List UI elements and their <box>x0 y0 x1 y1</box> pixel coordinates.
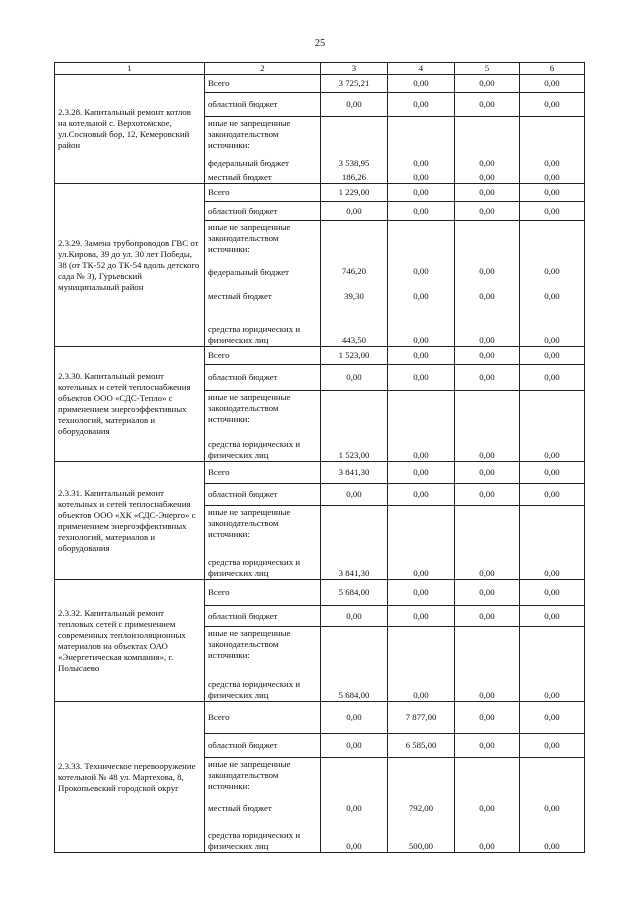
amount-cell: 0,00 <box>413 335 429 345</box>
amount-column <box>520 506 585 580</box>
source-label: средства юридических и физических лиц <box>208 830 301 851</box>
amount-cell: 0,00 <box>346 841 362 851</box>
amount-cell: 0,00 <box>413 568 429 578</box>
other-sources-heading: иные не запрещенные законодательством источники: <box>208 392 291 424</box>
amount-cell: 0,00 <box>544 172 560 182</box>
amount-stack <box>455 506 519 579</box>
item-title: 2.3.31. Капитальный ремонт котельных и сетей теплоснабжения объектов ООО «ХК «СДС-Энерго» с применением энергоэффективных технологий, материалов и оборудования <box>55 462 205 580</box>
amount-cell: 0,00 <box>321 734 388 758</box>
amount-cell: 0,00 <box>455 484 520 506</box>
amount-cell: 0,00 <box>455 702 520 734</box>
source-label: федеральный бюджет <box>208 158 289 169</box>
amount-cell: 0,00 <box>479 450 495 460</box>
amount-stack <box>321 391 387 461</box>
amount-cell: 0,00 <box>520 734 585 758</box>
source-label: федеральный бюджет <box>208 266 289 277</box>
amount-cell: 0,00 <box>346 802 362 813</box>
item-row-total <box>55 462 585 484</box>
amount-cell: 0,00 <box>479 568 495 578</box>
column-header: 6 <box>520 63 585 75</box>
amount-cell: 6 585,00 <box>388 734 455 758</box>
amount-cell: 0,00 <box>321 484 388 506</box>
item-title: 2.3.28. Капитальный ремонт котлов на котельной с. Верхотомское, ул.Сосновый бор, 12, Кемеровский район <box>55 75 205 184</box>
source-label: областной бюджет <box>205 484 321 506</box>
amount-stack <box>455 627 519 701</box>
amount-cell: 0,00 <box>455 365 520 391</box>
amount-cell: 0,00 <box>455 580 520 606</box>
amount-cell: 0,00 <box>479 841 495 851</box>
amount-cell: 1 523,00 <box>321 347 388 365</box>
item-title: 2.3.29. Замена трубопроводов ГВС от ул.Кирова, 39 до ул. 30 лет Победы, 38 (от ТК-52 до ТК-54 вдоль детского сада № 3), Гурьевский муниципальный район <box>55 184 205 347</box>
amount-cell: 0,00 <box>455 75 520 93</box>
amount-column <box>520 758 585 853</box>
amount-stack <box>321 221 387 346</box>
amount-column <box>321 391 388 462</box>
amount-stack <box>455 221 519 346</box>
other-sources-cell <box>205 391 321 462</box>
amount-cell: 0,00 <box>479 266 495 276</box>
other-sources-cell <box>205 506 321 580</box>
other-sources-list <box>208 627 317 701</box>
source-label: Всего <box>205 702 321 734</box>
amount-stack <box>388 117 454 183</box>
amount-stack <box>388 627 454 701</box>
amount-cell: 3 841,30 <box>321 462 388 484</box>
amount-stack <box>455 117 519 183</box>
item-row-total <box>55 75 585 93</box>
amount-cell: 0,00 <box>520 484 585 506</box>
amount-cell: 0,00 <box>544 841 560 851</box>
item-title: 2.3.32. Капитальный ремонт тепловых сетей с применением современных теплоизоляционных материалов на объектах ОАО «Энергетическая компания», г. Полысаево <box>55 580 205 702</box>
amount-cell: 0,00 <box>544 568 560 578</box>
amount-column <box>455 391 520 462</box>
amount-cell: 3 725,21 <box>321 75 388 93</box>
amount-cell: 0,00 <box>413 172 429 182</box>
amount-stack <box>321 506 387 579</box>
other-sources-heading: иные не запрещенные законодательством источники: <box>208 222 291 254</box>
source-label: средства юридических и физических лиц <box>208 557 301 578</box>
item-title: 2.3.30. Капитальный ремонт котельных и сетей теплоснабжения объектов ООО «СДС-Тепло» с применением энергоэффективных технологий, материалов и оборудования <box>55 347 205 462</box>
other-sources-heading: иные не запрещенные законодательством источники: <box>208 759 291 791</box>
amount-stack <box>455 391 519 461</box>
amount-cell: 0,00 <box>413 690 429 700</box>
source-label: средства юридических и физических лиц <box>208 439 301 460</box>
other-sources-cell <box>205 117 321 184</box>
other-sources-heading: иные не запрещенные законодательством источники: <box>208 628 291 660</box>
amount-column <box>388 506 455 580</box>
amount-cell: 0,00 <box>321 365 388 391</box>
amount-cell: 0,00 <box>388 462 455 484</box>
amount-cell: 0,00 <box>479 158 495 168</box>
other-sources-list <box>208 117 317 183</box>
item-row-total <box>55 702 585 734</box>
amount-cell: 0,00 <box>455 93 520 117</box>
amount-cell: 0,00 <box>321 202 388 221</box>
source-label: местный бюджет <box>208 802 272 813</box>
other-sources-cell <box>205 627 321 702</box>
amount-cell: 3 841,30 <box>338 568 370 578</box>
column-header: 1 <box>55 63 205 75</box>
amount-cell: 186,26 <box>341 172 367 182</box>
amount-cell: 0,00 <box>455 462 520 484</box>
amount-column <box>455 221 520 347</box>
amount-column <box>520 391 585 462</box>
item-row-total <box>55 347 585 365</box>
other-sources-heading: иные не запрещенные законодательством источники: <box>208 507 291 539</box>
amount-cell: 0,00 <box>413 450 429 460</box>
source-label: средства юридических и физических лиц <box>208 679 301 700</box>
other-sources-list <box>208 391 317 461</box>
amount-cell: 0,00 <box>520 202 585 221</box>
amount-column <box>455 117 520 184</box>
budget-table <box>54 62 585 853</box>
source-label: Всего <box>205 580 321 606</box>
amount-cell: 1 523,00 <box>338 450 370 460</box>
header-row <box>55 63 585 75</box>
source-label: областной бюджет <box>205 734 321 758</box>
amount-cell: 5 684,00 <box>338 690 370 700</box>
amount-cell: 0,00 <box>520 184 585 202</box>
amount-cell: 0,00 <box>455 184 520 202</box>
amount-cell: 0,00 <box>544 335 560 345</box>
source-label: Всего <box>205 184 321 202</box>
source-label: местный бюджет <box>208 171 272 182</box>
amount-cell: 0,00 <box>520 606 585 627</box>
amount-cell: 0,00 <box>520 347 585 365</box>
amount-column <box>321 758 388 853</box>
amount-stack <box>388 758 454 852</box>
column-header: 5 <box>455 63 520 75</box>
amount-stack <box>520 758 584 852</box>
source-label: местный бюджет <box>208 291 272 302</box>
amount-column <box>321 117 388 184</box>
amount-cell: 0,00 <box>520 462 585 484</box>
source-label: Всего <box>205 462 321 484</box>
other-sources-list <box>208 221 317 346</box>
amount-cell: 0,00 <box>455 202 520 221</box>
item-row-total <box>55 184 585 202</box>
source-label: областной бюджет <box>205 365 321 391</box>
amount-column <box>321 627 388 702</box>
amount-cell: 0,00 <box>544 266 560 276</box>
amount-cell: 792,00 <box>408 802 434 813</box>
amount-cell: 0,00 <box>455 347 520 365</box>
amount-stack <box>520 627 584 701</box>
amount-cell: 500,00 <box>408 841 434 851</box>
amount-cell: 0,00 <box>388 184 455 202</box>
amount-cell: 0,00 <box>544 450 560 460</box>
amount-stack <box>388 391 454 461</box>
other-sources-list <box>208 506 317 579</box>
amount-cell: 0,00 <box>388 606 455 627</box>
amount-cell: 0,00 <box>455 734 520 758</box>
amount-stack <box>388 506 454 579</box>
amount-cell: 0,00 <box>413 291 429 301</box>
amount-cell: 0,00 <box>520 93 585 117</box>
source-label: Всего <box>205 75 321 93</box>
amount-column <box>455 627 520 702</box>
other-sources-cell <box>205 221 321 347</box>
amount-cell: 0,00 <box>455 606 520 627</box>
amount-stack <box>455 758 519 852</box>
amount-column <box>520 117 585 184</box>
amount-stack <box>520 117 584 183</box>
amount-column <box>520 221 585 347</box>
amount-cell: 0,00 <box>520 75 585 93</box>
amount-stack <box>520 391 584 461</box>
amount-cell: 1 229,00 <box>321 184 388 202</box>
amount-cell: 0,00 <box>321 93 388 117</box>
amount-cell: 3 538,95 <box>338 158 370 168</box>
amount-column <box>455 758 520 853</box>
amount-cell: 0,00 <box>479 802 495 813</box>
amount-cell: 0,00 <box>520 580 585 606</box>
amount-cell: 0,00 <box>544 291 560 301</box>
source-label: областной бюджет <box>205 202 321 221</box>
amount-cell: 0,00 <box>321 606 388 627</box>
item-title: 2.3.33. Техническое перевооружение котельной № 48 ул. Мартехова, 8, Прокопьевский городской округ <box>55 702 205 853</box>
amount-column <box>520 627 585 702</box>
amount-cell: 0,00 <box>388 347 455 365</box>
other-sources-cell <box>205 758 321 853</box>
source-label: Всего <box>205 347 321 365</box>
amount-cell: 0,00 <box>479 291 495 301</box>
amount-cell: 0,00 <box>388 484 455 506</box>
source-label: областной бюджет <box>205 606 321 627</box>
amount-cell: 0,00 <box>413 266 429 276</box>
source-label: средства юридических и физических лиц <box>208 324 301 345</box>
amount-stack <box>321 117 387 183</box>
amount-cell: 0,00 <box>544 802 560 813</box>
amount-cell: 0,00 <box>479 690 495 700</box>
amount-column <box>321 506 388 580</box>
amount-cell: 0,00 <box>479 172 495 182</box>
amount-cell: 0,00 <box>388 202 455 221</box>
amount-cell: 0,00 <box>520 702 585 734</box>
amount-cell: 0,00 <box>388 75 455 93</box>
other-sources-heading: иные не запрещенные законодательством источники: <box>208 118 291 150</box>
amount-column <box>388 221 455 347</box>
amount-column <box>388 391 455 462</box>
amount-cell: 39,30 <box>344 291 364 301</box>
amount-column <box>321 221 388 347</box>
source-label: областной бюджет <box>205 93 321 117</box>
amount-cell: 0,00 <box>520 365 585 391</box>
amount-cell: 746,20 <box>341 266 367 276</box>
amount-column <box>388 117 455 184</box>
amount-cell: 443,50 <box>341 335 367 345</box>
amount-cell: 5 684,00 <box>321 580 388 606</box>
amount-cell: 0,00 <box>479 335 495 345</box>
amount-cell: 0,00 <box>321 702 388 734</box>
amount-cell: 7 877,00 <box>388 702 455 734</box>
amount-stack <box>321 758 387 852</box>
amount-stack <box>388 221 454 346</box>
amount-stack <box>321 627 387 701</box>
item-row-total <box>55 580 585 606</box>
amount-column <box>388 627 455 702</box>
column-header: 4 <box>388 63 455 75</box>
page-number: 25 <box>314 38 326 49</box>
other-sources-list <box>208 758 317 852</box>
amount-stack <box>520 221 584 346</box>
amount-column <box>455 506 520 580</box>
amount-cell: 0,00 <box>388 93 455 117</box>
column-header: 2 <box>205 63 321 75</box>
amount-stack <box>520 506 584 579</box>
amount-column <box>388 758 455 853</box>
amount-cell: 0,00 <box>388 580 455 606</box>
amount-cell: 0,00 <box>544 158 560 168</box>
amount-cell: 0,00 <box>413 158 429 168</box>
amount-cell: 0,00 <box>388 365 455 391</box>
amount-cell: 0,00 <box>544 690 560 700</box>
column-header: 3 <box>321 63 388 75</box>
